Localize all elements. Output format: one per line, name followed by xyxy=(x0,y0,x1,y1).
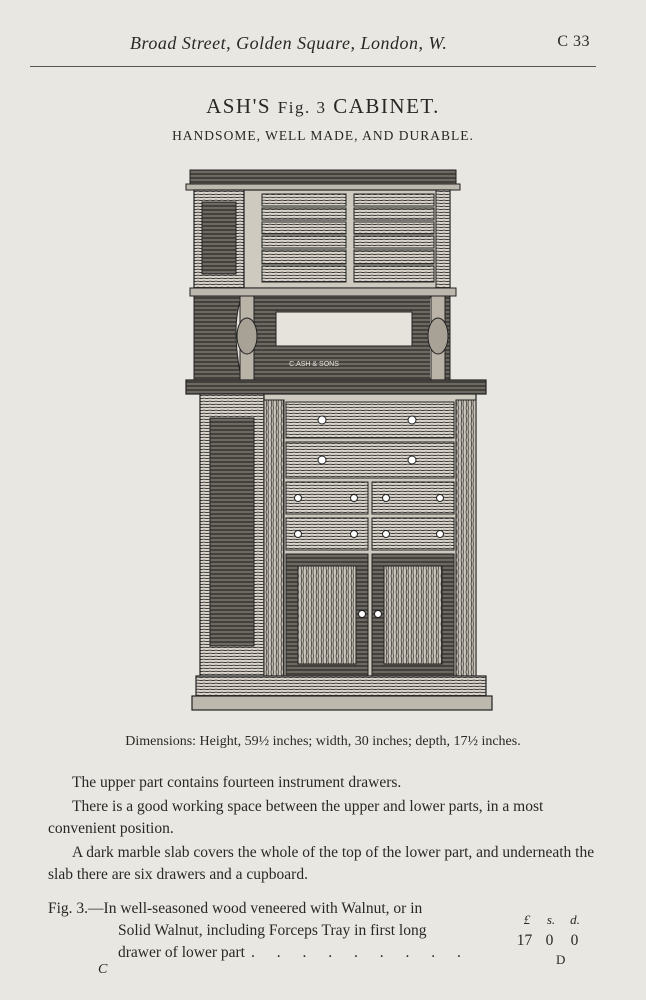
title-part-3: CABINET. xyxy=(333,94,440,118)
currency-shillings: s. xyxy=(546,912,556,927)
amount-shillings: 0 xyxy=(545,932,554,949)
currency-pence: d. xyxy=(570,912,580,927)
currency-headers xyxy=(515,912,587,928)
price-line-1: Fig. 3.—In well-seasoned wood veneered with Walnut, or in xyxy=(48,900,423,917)
title-part-2: Fig. 3 xyxy=(277,98,327,117)
price-amount xyxy=(512,932,587,950)
amount-pence: 0 xyxy=(570,932,579,949)
cabinet-engraving xyxy=(150,160,500,740)
price-line-3-text: drawer of lower part xyxy=(118,944,245,961)
header-address: Broad Street, Golden Square, London, W. xyxy=(130,33,448,53)
description-paragraph-2: There is a good working space between the upper and lower parts, in a most convenient position. xyxy=(48,798,544,837)
plate-label: C.ASH & SONS xyxy=(289,361,339,368)
page-title xyxy=(0,94,646,119)
page-subtitle: HANDSOME, WELL MADE, AND DURABLE. xyxy=(172,128,474,143)
description-paragraph-3: A dark marble slab covers the whole of the top of the lower part, and underneath the slab there are six drawers and a cupboard. xyxy=(48,844,595,883)
signature-mark-d: D xyxy=(556,952,566,967)
description-paragraph-1: The upper part contains fourteen instrument drawers. xyxy=(72,774,402,791)
price-line-3 xyxy=(118,942,470,964)
currency-pounds: £ xyxy=(523,912,531,927)
price-line-2: Solid Walnut, including Forceps Tray in first long xyxy=(118,922,427,939)
page-code: C 33 xyxy=(557,33,590,50)
leader-dots: . . . . . . . . . xyxy=(250,944,470,961)
header-rule xyxy=(30,66,596,67)
title-part-1: ASH'S xyxy=(206,94,272,118)
signature-mark-c: C xyxy=(98,962,108,977)
dimensions-caption: Dimensions: Height, 59½ inches; width, 30 inches; depth, 17½ inches. xyxy=(125,734,521,749)
amount-pounds: 17 xyxy=(516,932,533,949)
